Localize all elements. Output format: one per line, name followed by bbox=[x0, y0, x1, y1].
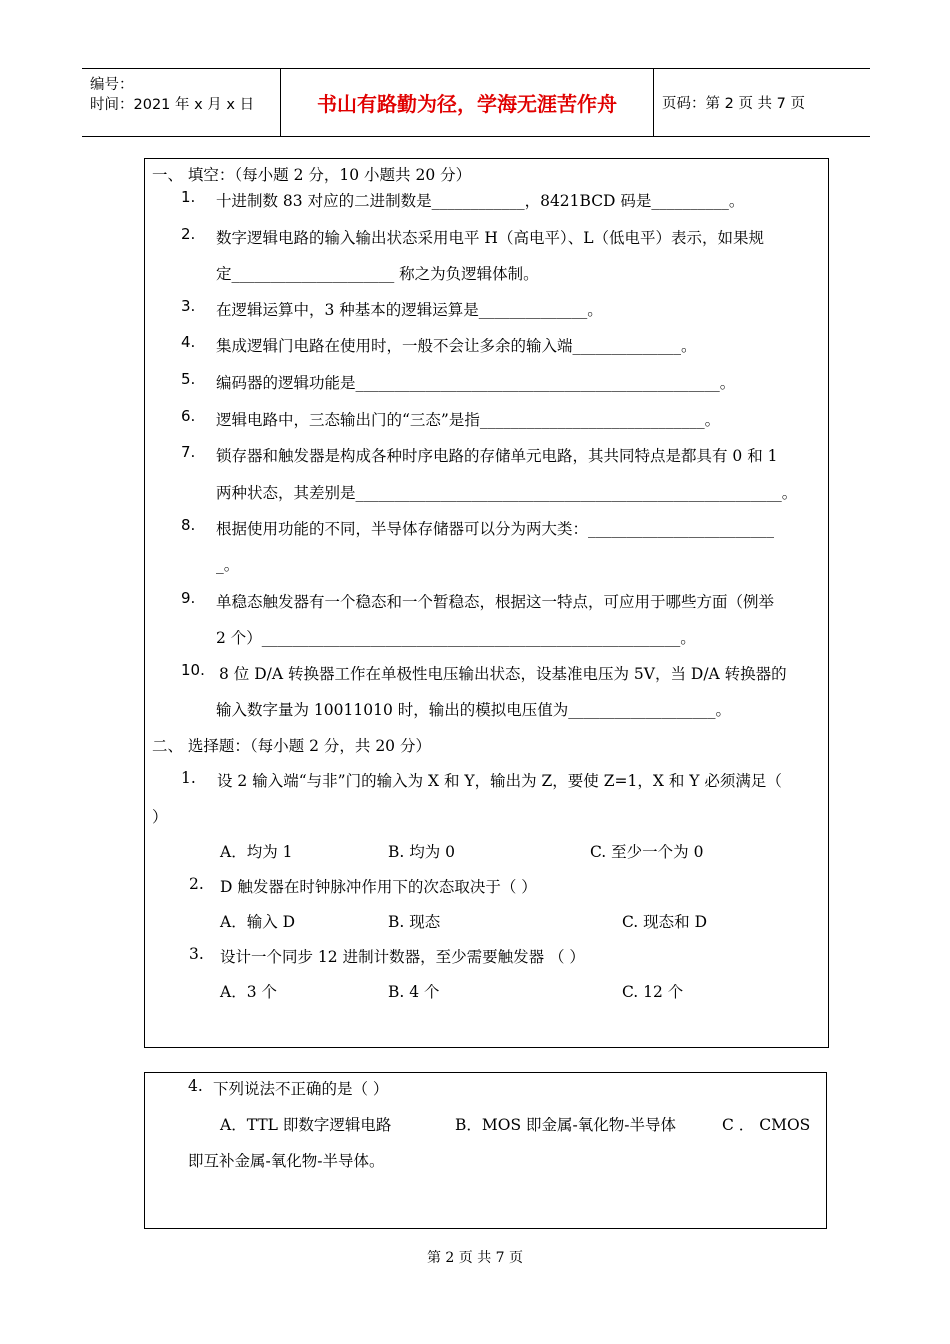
q3-number: 3. bbox=[181, 297, 196, 315]
q9-line1: 单稳态触发器有一个稳态和一个暂稳态，根据这一特点，可应用于哪些方面（例举 bbox=[216, 593, 775, 611]
q7-line2: 两种状态，其差别是_______________________________________________________。 bbox=[216, 484, 798, 502]
mc4-option-c-continued: 即互补金属-氧化物-半导体。 bbox=[188, 1152, 385, 1170]
q9-number: 9. bbox=[181, 589, 196, 607]
section1-title: 一、 填空：（每小题 2 分，10 小题共 20 分） bbox=[152, 166, 472, 184]
header-page-info: 页码：第 2 页 共 7 页 bbox=[662, 96, 805, 112]
number-label: 编号： bbox=[90, 77, 134, 93]
q10-line2: 输入数字量为 10011010 时，输出的模拟电压值为___________________。 bbox=[216, 701, 731, 719]
q1-number: 1. bbox=[181, 188, 196, 206]
q2-line2: 定_____________________ 称之为负逻辑体制。 bbox=[216, 265, 539, 283]
q6-text: 逻辑电路中，三态输出门的“三态”是指_____________________________。 bbox=[216, 411, 721, 429]
mc1-number: 1. bbox=[181, 769, 196, 787]
mc1-option-c: C. 至少一个为 0 bbox=[590, 843, 704, 861]
mc2-text: D 触发器在时钟脉冲作用下的次态取决于（ ） bbox=[220, 878, 537, 896]
mc2-option-a: A．输入 D bbox=[220, 913, 296, 931]
q6-number: 6. bbox=[181, 407, 196, 425]
header-meta bbox=[82, 69, 281, 136]
mc4-option-b: B．MOS 即金属-氧化物-半导体 bbox=[455, 1116, 676, 1134]
mc3-option-c: C. 12 个 bbox=[622, 983, 684, 1001]
q10-line1: 8 位 D/A 转换器工作在单极性电压输出状态，设基准电压为 5V，当 D/A 转换器的 bbox=[219, 665, 787, 683]
mc1-line2: ） bbox=[152, 808, 168, 826]
mc4-number: 4. bbox=[188, 1077, 203, 1095]
mc3-option-b: B. 4 个 bbox=[388, 983, 440, 1001]
mc4-option-c: C ． CMOS bbox=[722, 1116, 811, 1134]
q5-number: 5. bbox=[181, 370, 196, 388]
mc1-option-b: B. 均为 0 bbox=[388, 843, 456, 861]
q8-line2: _。 bbox=[216, 556, 240, 574]
mc4-option-a: A．TTL 即数字逻辑电路 bbox=[220, 1116, 392, 1134]
q7-line1: 锁存器和触发器是构成各种时序电路的存储单元电路，其共同特点是都具有 0 和 1 bbox=[216, 447, 778, 465]
q8-line1: 根据使用功能的不同，半导体存储器可以分为两大类：________________________ bbox=[216, 520, 775, 538]
mc2-option-b: B. 现态 bbox=[388, 913, 441, 931]
mc3-option-a: A．3 个 bbox=[220, 983, 277, 1001]
mc4-text: 下列说法不正确的是（ ） bbox=[213, 1080, 389, 1098]
page-header bbox=[82, 68, 870, 137]
q4-number: 4. bbox=[181, 333, 196, 351]
q2-line1: 数字逻辑电路的输入输出状态采用电平 H（高电平）、L（低电平）表示，如果规 bbox=[216, 229, 764, 247]
header-motto: 书山有路勤为径，学海无涯苦作舟 bbox=[281, 69, 654, 136]
page-footer: 第 2 页 共 7 页 bbox=[426, 1250, 524, 1266]
q1-text: 十进制数 83 对应的二进制数是____________，8421BCD 码是__________。 bbox=[216, 192, 745, 210]
q3-text: 在逻辑运算中，3 种基本的逻辑运算是______________。 bbox=[216, 301, 603, 319]
mc3-number: 3. bbox=[189, 945, 204, 963]
mc2-number: 2. bbox=[189, 875, 204, 893]
q10-number: 10. bbox=[181, 661, 205, 679]
mc1-line1: 设 2 输入端“与非”门的输入为 X 和 Y，输出为 Z，要使 Z=1，X 和 Y 必须满足（ bbox=[217, 772, 782, 790]
mc1-option-a: A．均为 1 bbox=[220, 843, 293, 861]
mc2-option-c: C. 现态和 D bbox=[622, 913, 708, 931]
q5-text: 编码器的逻辑功能是_______________________________________________。 bbox=[216, 374, 736, 392]
q2-number: 2. bbox=[181, 225, 196, 243]
q4-text: 集成逻辑门电路在使用时，一般不会让多余的输入端______________。 bbox=[216, 337, 697, 355]
time-label: 时间：2021 年 x 月 x 日 bbox=[90, 97, 255, 113]
q7-number: 7. bbox=[181, 443, 196, 461]
mc3-text: 设计一个同步 12 进制计数器，至少需要触发器 （ ） bbox=[220, 948, 585, 966]
section2-title: 二、 选择题：（每小题 2 分，共 20 分） bbox=[152, 737, 431, 755]
q9-line2: 2 个）______________________________________________________。 bbox=[216, 629, 696, 647]
q8-number: 8. bbox=[181, 516, 196, 534]
